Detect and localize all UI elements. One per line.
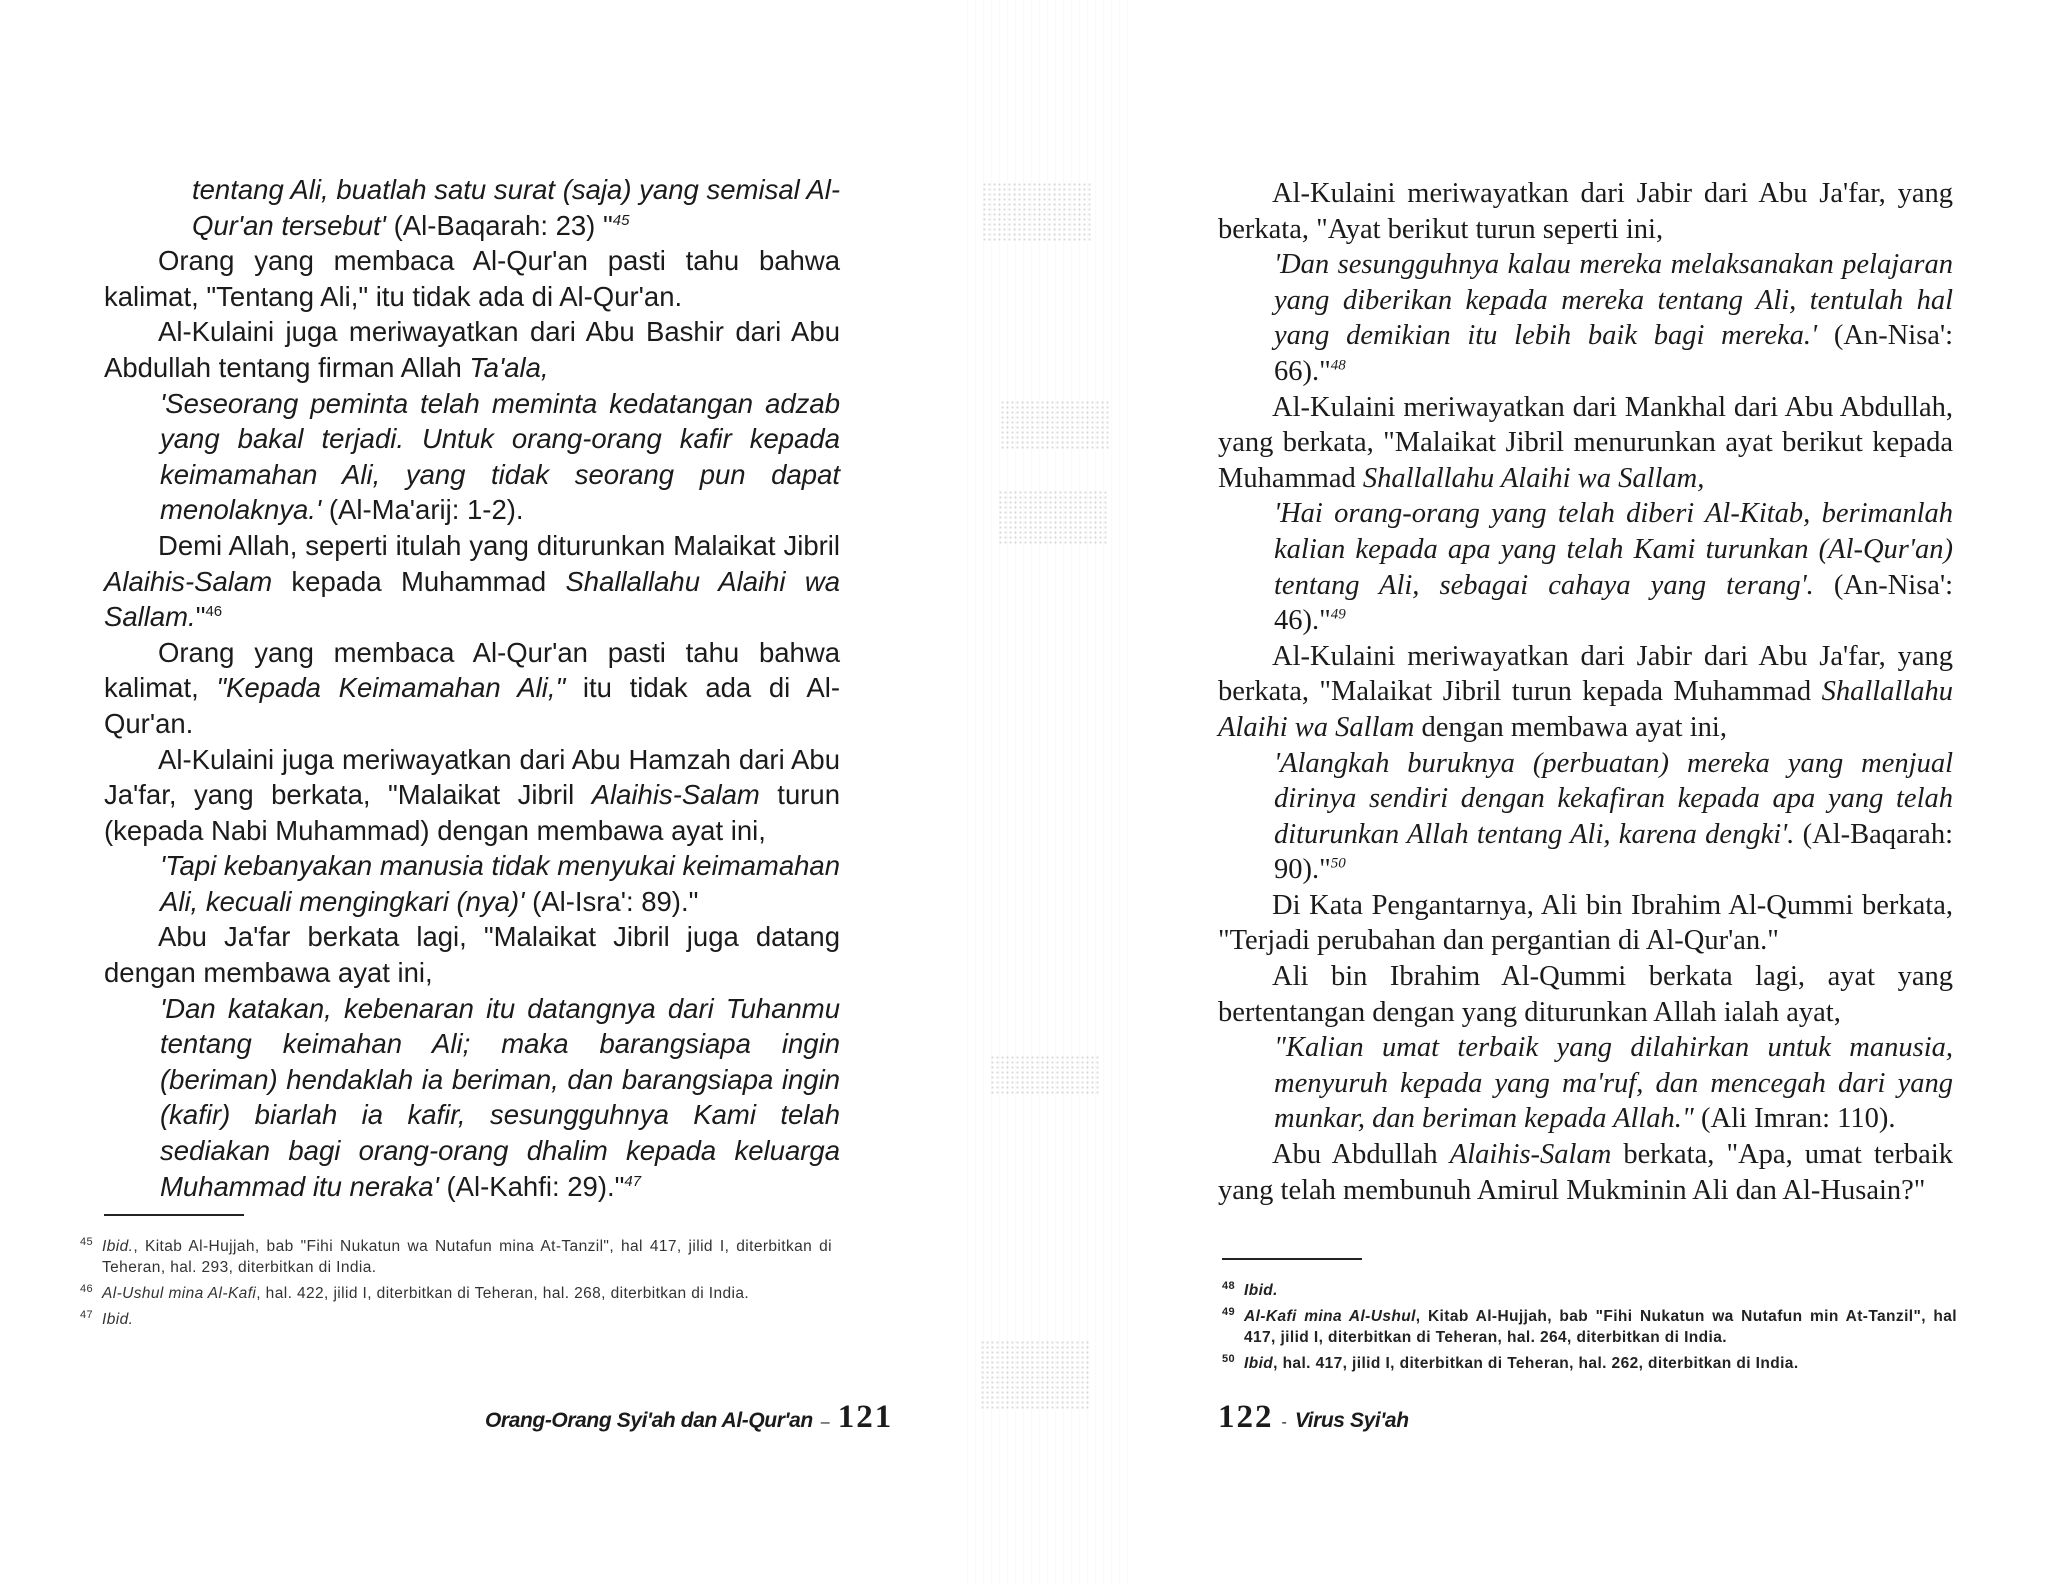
footnote: 46 Al-Ushul mina Al-Kafi, hal. 422, jilid I, diterbitkan di Teheran, hal. 268, diterbitkan di India. <box>80 1283 750 1303</box>
paragraph: Di Kata Pengantarnya, Ali bin Ibrahim Al-Qummi berkata, "Terjadi perubahan dan pergantian di Al-Qur'an." <box>1218 889 1953 957</box>
footer-separator: – <box>820 1414 830 1431</box>
quote-block: "Kalian umat terbaik yang dilahirkan untuk manusia, menyuruh kepada yang ma'ruf, dan mencegah dari yang munkar, dan beriman kepada Allah." (Ali Imran: 110). <box>1274 1032 1953 1135</box>
paragraph: Al-Kulaini meriwayatkan dari Jabir dari Abu Ja'far, yang berkata, "Malaikat Jibril turun kepada Muhammad Shallallahu Alaihi wa Sallam dengan membawa ayat ini, <box>1218 640 1953 743</box>
paragraph: Al-Kulaini meriwayatkan dari Jabir dari Abu Ja'far, yang berkata, "Ayat berikut turun seperti ini, <box>1218 178 1953 245</box>
quote-block: 'Dan sesungguhnya kalau mereka melaksanakan pelajaran yang diberikan kepada mereka tentang Ali, tentulah hal yang demikian itu lebih baik bagi mereka.' (An-Nisa': 66)."$^{48}$ <box>1274 249 1954 387</box>
paragraph: Orang yang membaca Al-Qur'an pasti tahu bahwa kalimat, "Tentang Ali," itu tidak ada di Al-Qur'an. <box>104 245 840 312</box>
paragraph: Abu Ja'far berkata lagi, "Malaikat Jibril juga datang dengan membawa ayat ini, <box>104 921 840 989</box>
paragraph: Al-Kulaini juga meriwayatkan dari Abu Hamzah dari Abu Ja'far, yang berkata, "Malaikat Jibril Alaihis-Salam turun (kepada Nabi Muhammad) dengan membawa ayat ini, <box>104 743 840 846</box>
running-title: Orang-Orang Syi'ah dan Al-Qur'an <box>485 1409 813 1432</box>
quote-block: 'Dan katakan, kebenaran itu datangnya dari Tuhanmu tentang keimahan Ali; maka barangsiapa ingin (beriman) hendaklah ia beriman, dan barangsiapa ingin (kafir) biarlah ia kafir, sesungguhnya Kami telah sediakan bagi orang-orang dhalim kepada keluarga Muhammad itu neraka' (Al-Kahfi: 29)."$^{47}$ <box>160 992 840 1202</box>
page-number: 122 <box>1218 1399 1274 1435</box>
paragraph: Al-Kulaini meriwayatkan dari Mankhal dari Abu Abdullah, yang berkata, "Malaikat Jibril menurunkan ayat berikut kepada Muhammad Shallallahu Alaihi wa Sallam, <box>1218 391 1953 494</box>
running-title: Virus Syi'ah <box>1294 1409 1409 1432</box>
quote-block: 'Alangkah buruknya (perbuatan) mereka yang menjual dirinya sendiri dengan kekafiran kepada apa yang telah diturunkan Allah tentang Ali, karena dengki'. (Al-Baqarah: 90)."$^{50}$ <box>1274 747 1953 886</box>
footnote: 50 Ibid, hal. 417, jilid I, diterbitkan di Teheran, hal. 262, diterbitkan di India. <box>1222 1353 1799 1373</box>
right-footnotes <box>1222 1276 1957 1375</box>
quote-block: 'Seseorang peminta telah meminta kedatangan adzab yang bakal terjadi. Untuk orang-orang kafir kepada keimamahan Ali, yang tidak seorang pun dapat menolaknya.' (Al-Ma'arij: 1-2). <box>160 387 840 526</box>
footnote: 45 Ibid., Kitab Al-Hujjah, bab "Fihi Nukatun wa Nutafun mina At-Tanzil", hal 417, jilid I, diterbitkan di Teheran, hal. 293, diterbitkan di India. <box>80 1236 832 1277</box>
page-number: 121 <box>837 1399 894 1435</box>
paragraph: Al-Kulaini juga meriwayatkan dari Abu Bashir dari Abu Abdullah tentang firman Allah Ta'ala, <box>104 316 840 383</box>
quote-block: 'Tapi kebanyakan manusia tidak menyukai keimamahan Ali, kecuali mengingkari (nya)' (Al-Isra': 89)." <box>160 850 840 917</box>
footnote-rule <box>1222 1258 1362 1260</box>
right-running-footer <box>1218 1400 1618 1440</box>
quote-block: tentang Ali, buatlah satu surat (saja) yang semisal Al-Qur'an tersebut' (Al-Baqarah: 23) "$^{45}$ <box>192 174 840 241</box>
paragraph: Ali bin Ibrahim Al-Qummi berkata lagi, ayat yang bertentangan dengan yang diturunkan Allah ialah ayat, <box>1218 961 1953 1028</box>
paragraph: Demi Allah, seperti itulah yang diturunkan Malaikat Jibril Alaihis-Salam kepada Muhammad Shallallahu Alaihi wa Sallam."$^{46}$ <box>104 529 840 633</box>
footer-separator: - <box>1281 1414 1287 1431</box>
paragraph: Abu Abdullah Alaihis-Salam berkata, "Apa, umat terbaik yang telah membunuh Amirul Mukminin Ali dan Al-Husain?" <box>1218 1139 1954 1206</box>
right-page-body <box>1218 176 1953 1208</box>
paragraph: Orang yang membaca Al-Qur'an pasti tahu bahwa kalimat, "Kepada Keimamahan Ali," itu tidak ada di Al-Qur'an. <box>104 636 840 739</box>
footnote: 48 Ibid. <box>1222 1280 1278 1300</box>
quote-block: 'Hai orang-orang yang telah diberi Al-Kitab, berimanlah kalian kepada apa yang telah Kami turunkan (Al-Qur'an) tentang Ali, sebagai cahaya yang terang'. (An-Nisa': 46)."$^{49}$ <box>1274 498 1953 637</box>
footnote: 47 Ibid. <box>80 1309 134 1329</box>
footnote: 49 Al-Kafi mina Al-Ushul, Kitab Al-Hujjah, bab "Fihi Nukatun wa Nutafun min At-Tanzil", hal 417, jilid I, diterbitkan di Teheran, hal. 264, diterbitkan di India. <box>1222 1306 1958 1347</box>
